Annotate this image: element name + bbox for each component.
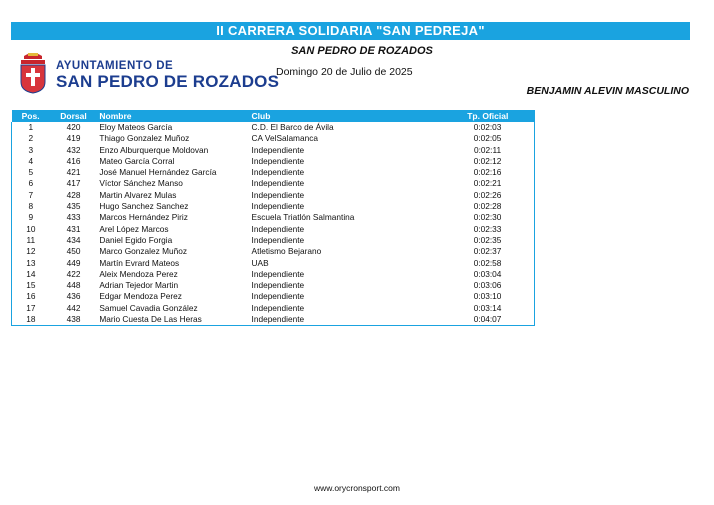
table-row	[12, 314, 535, 326]
cell-pos: 12	[26, 246, 36, 257]
cell-nombre: Martín Evrard Mateos	[99, 257, 180, 268]
cell-dorsal: 438	[66, 314, 81, 325]
cell-pos: 9	[28, 212, 34, 223]
cell-pos: 2	[28, 133, 34, 144]
cell-pos: 17	[26, 302, 36, 313]
cell-pos: 8	[28, 201, 34, 212]
cell-tiempo: 0:03:04	[473, 268, 502, 279]
cell-club: C.D. El Barco de Ávila	[251, 122, 334, 132]
cell-club: Independiente	[251, 268, 305, 279]
logo-bottom-text: SAN PEDRO DE ROZADOS	[56, 72, 280, 91]
cell-tiempo: 0:02:35	[473, 234, 502, 245]
cell-tiempo: 0:03:06	[473, 280, 502, 291]
cell-club: Independiente	[251, 189, 305, 200]
cell-tiempo: 0:02:30	[473, 212, 502, 223]
table-row	[12, 224, 535, 235]
header-club: Club	[250, 110, 442, 122]
cell-club: Independiente	[251, 291, 305, 302]
cell-pos: 10	[26, 223, 36, 234]
category-title: BENJAMIN ALEVIN MASCULINO	[526, 85, 689, 97]
cell-pos: 7	[28, 189, 34, 200]
table-row	[12, 145, 535, 156]
cell-nombre: José Manuel Hernández García	[99, 167, 217, 178]
cell-nombre: Víctor Sánchez Manso	[99, 178, 183, 189]
cell-nombre: Mario Cuesta De Las Heras	[99, 314, 202, 325]
cell-pos: 6	[28, 178, 34, 189]
cell-tiempo: 0:02:05	[473, 133, 502, 144]
cell-tiempo: 0:04:07	[473, 314, 502, 325]
cell-club: Independiente	[251, 223, 305, 234]
cell-pos: 3	[28, 144, 34, 155]
cell-dorsal: 428	[66, 189, 81, 200]
cell-nombre: Mateo García Corral	[99, 155, 175, 166]
table-row	[12, 246, 535, 257]
results-table	[11, 110, 535, 326]
cell-club: Independiente	[251, 178, 305, 189]
cell-pos: 15	[26, 280, 36, 291]
header-dorsal: Dorsal	[50, 110, 98, 122]
cell-club: Independiente	[251, 155, 305, 166]
header-tiempo: Tp. Oficial	[441, 110, 534, 122]
cell-tiempo: 0:02:12	[473, 155, 502, 166]
cell-tiempo: 0:02:58	[473, 257, 502, 268]
table-row	[12, 269, 535, 280]
cell-dorsal: 420	[66, 122, 81, 132]
cell-pos: 1	[28, 122, 34, 132]
cell-nombre: Aleix Mendoza Perez	[99, 268, 178, 279]
cell-pos: 13	[26, 257, 36, 268]
table-row	[12, 212, 535, 223]
table-row	[12, 167, 535, 178]
cell-pos: 14	[26, 268, 36, 279]
cell-dorsal: 431	[66, 223, 81, 234]
table-row	[12, 201, 535, 212]
coat-of-arms-icon	[18, 50, 48, 94]
table-row	[12, 280, 535, 291]
cell-club: Independiente	[251, 314, 305, 325]
cell-tiempo: 0:02:26	[473, 189, 502, 200]
logo-top-text: AYUNTAMIENTO DE	[56, 60, 174, 72]
cell-dorsal: 421	[66, 167, 81, 178]
table-row	[12, 133, 535, 144]
cell-dorsal: 442	[66, 302, 81, 313]
cell-nombre: Samuel Cavadia González	[99, 302, 198, 313]
cell-dorsal: 449	[66, 257, 81, 268]
table-row	[12, 156, 535, 167]
cell-tiempo: 0:03:14	[473, 302, 502, 313]
table-row	[12, 122, 535, 133]
cell-club: Independiente	[251, 167, 305, 178]
table-row	[12, 258, 535, 269]
cell-pos: 18	[26, 314, 36, 325]
footer-url: www.orycronsport.com	[314, 483, 400, 493]
council-logo	[18, 50, 280, 94]
table-row	[12, 235, 535, 246]
cell-nombre: Edgar Mendoza Perez	[99, 291, 182, 302]
cell-nombre: Marco Gonzalez Muñoz	[99, 246, 187, 257]
cell-club: Independiente	[251, 280, 305, 291]
cell-pos: 16	[26, 291, 36, 302]
cell-nombre: Marcos Hernández Piriz	[99, 212, 188, 223]
cell-tiempo: 0:03:10	[473, 291, 502, 302]
cell-nombre: Thiago Gonzalez Muñoz	[99, 133, 190, 144]
cell-dorsal: 416	[66, 155, 81, 166]
cell-tiempo: 0:02:11	[474, 144, 502, 155]
cell-tiempo: 0:02:16	[473, 167, 502, 178]
cell-nombre: Enzo Alburquerque Moldovan	[99, 144, 209, 155]
cell-dorsal: 432	[66, 144, 81, 155]
cell-dorsal: 435	[66, 201, 81, 212]
cell-club: CA VelSalamanca	[251, 133, 318, 144]
cell-club: UAB	[251, 257, 269, 268]
race-title-banner: II CARRERA SOLIDARIA "SAN PEDREJA"	[11, 22, 690, 40]
table-row	[12, 190, 535, 201]
cell-nombre: Arel López Marcos	[99, 223, 169, 234]
cell-club: Independiente	[251, 302, 305, 313]
cell-club: Independiente	[251, 234, 305, 245]
cell-tiempo: 0:02:21	[473, 178, 502, 189]
cell-tiempo: 0:02:28	[473, 201, 502, 212]
cell-dorsal: 417	[66, 178, 81, 189]
cell-pos: 4	[28, 155, 34, 166]
cell-nombre: Martin Alvarez Mulas	[99, 189, 177, 200]
cell-club: Atletismo Bejarano	[251, 246, 322, 257]
cell-nombre: Eloy Mateos García	[99, 122, 173, 132]
table-header-row	[12, 110, 535, 122]
cell-dorsal: 419	[66, 133, 81, 144]
table-row	[12, 303, 535, 314]
cell-dorsal: 448	[66, 280, 81, 291]
cell-dorsal: 422	[66, 268, 81, 279]
cell-dorsal: 436	[66, 291, 81, 302]
cell-nombre: Hugo Sanchez Sanchez	[99, 201, 189, 212]
cell-club: Independiente	[251, 201, 305, 212]
cell-pos: 5	[28, 167, 34, 178]
cell-tiempo: 0:02:37	[473, 246, 502, 257]
table-row	[12, 178, 535, 189]
town-name: SAN PEDRO DE ROZADOS	[291, 45, 433, 57]
cell-pos: 11	[26, 234, 36, 245]
cell-dorsal: 434	[66, 234, 81, 245]
cell-club: Independiente	[251, 144, 305, 155]
cell-dorsal: 433	[66, 212, 81, 223]
header-pos: Pos.	[12, 110, 50, 122]
cell-dorsal: 450	[66, 246, 81, 257]
cell-nombre: Daniel Egido Forgia	[99, 234, 173, 245]
cell-nombre: Adrian Tejedor Martin	[99, 280, 179, 291]
cell-club: Escuela Triatlón Salmantina	[251, 212, 355, 223]
cell-tiempo: 0:02:03	[473, 122, 502, 132]
cell-tiempo: 0:02:33	[473, 223, 502, 234]
event-date: Domingo 20 de Julio de 2025	[276, 66, 413, 78]
table-row	[12, 291, 535, 302]
header-nombre: Nombre	[97, 110, 249, 122]
